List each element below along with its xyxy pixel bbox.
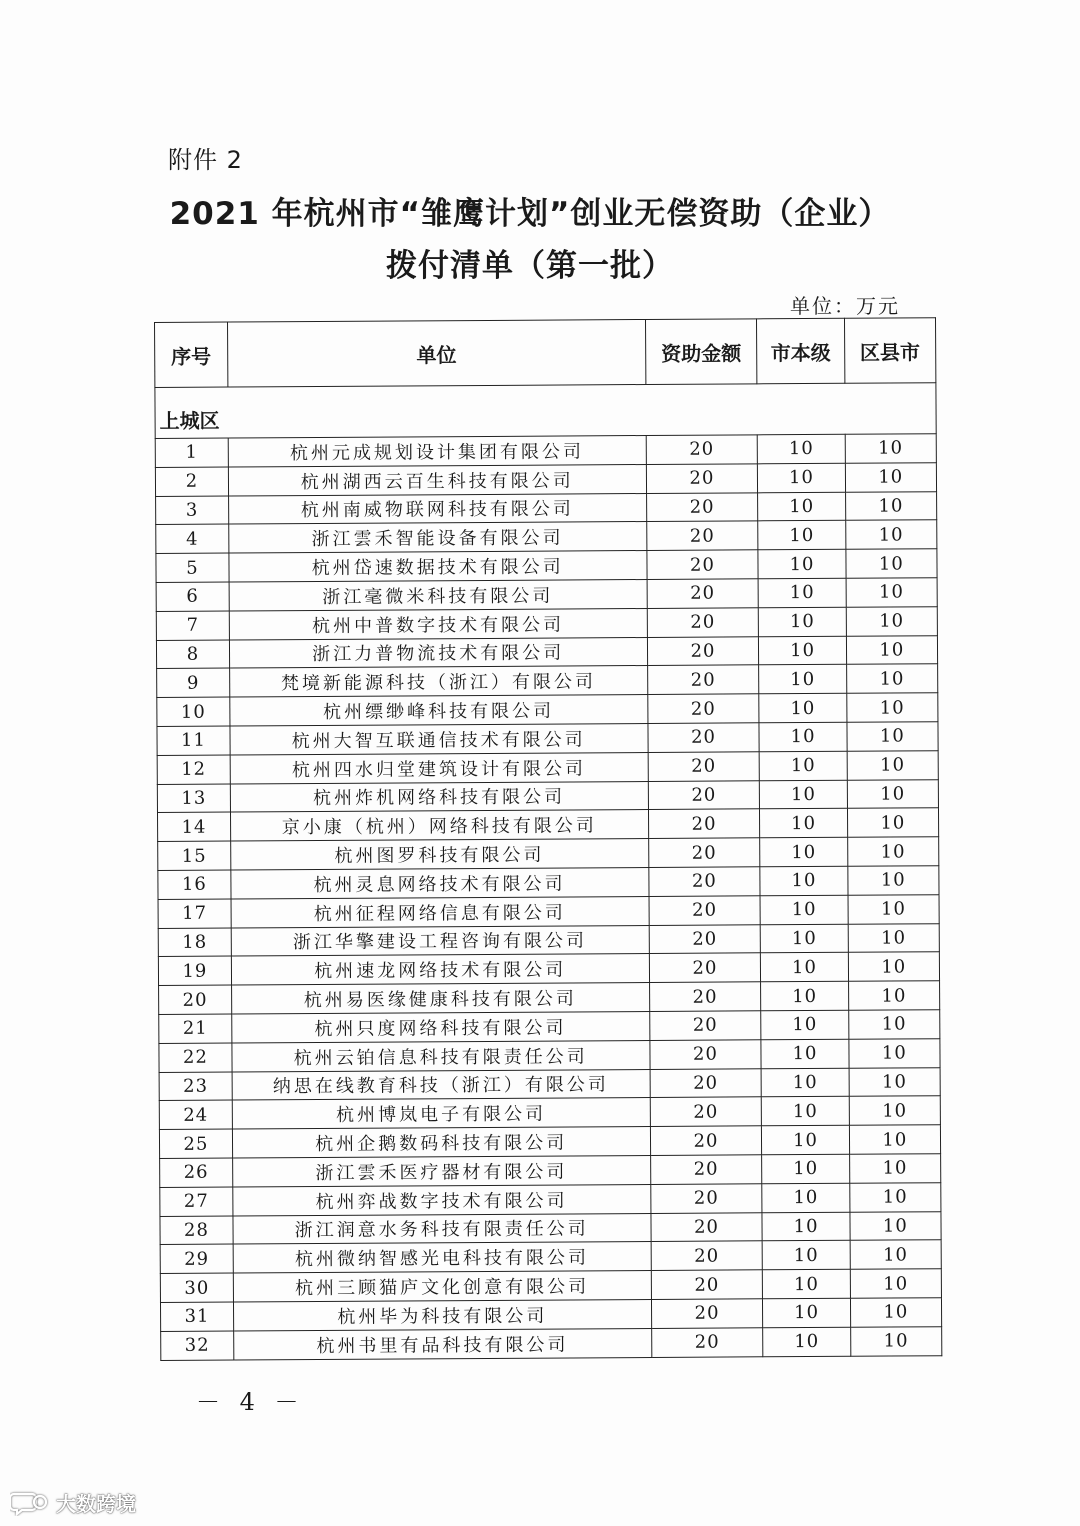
row-no: 19: [158, 956, 231, 985]
row-no: 6: [156, 582, 229, 611]
row-district-amount: 10: [848, 923, 940, 952]
row-amount: 20: [647, 636, 759, 665]
row-city-amount: 10: [762, 1125, 849, 1154]
district-row: [155, 383, 936, 439]
row-amount: 20: [647, 665, 759, 694]
row-no: 16: [158, 870, 231, 899]
table-header-row: [155, 318, 936, 388]
row-no: 10: [157, 697, 230, 726]
row-city-amount: 10: [760, 895, 847, 924]
row-company-name: 杭州企鹅数码科技有限公司: [232, 1127, 650, 1158]
row-district-amount: 10: [846, 635, 938, 664]
row-no: 29: [160, 1244, 233, 1273]
row-amount: 20: [650, 1126, 762, 1155]
row-city-amount: 10: [759, 607, 846, 636]
row-amount: 20: [646, 521, 758, 550]
row-no: 13: [157, 784, 230, 813]
row-company-name: 浙江润意水务科技有限责任公司: [233, 1213, 651, 1244]
attachment-label: 附件 2: [168, 146, 243, 174]
row-no: 3: [156, 496, 229, 525]
row-company-name: 杭州征程网络信息有限公司: [231, 896, 649, 927]
row-company-name: 浙江华擎建设工程咨询有限公司: [231, 925, 649, 956]
row-no: 32: [161, 1331, 234, 1360]
row-amount: 20: [648, 867, 760, 896]
row-district-amount: 10: [849, 1067, 941, 1096]
page-number: － 4 －: [196, 1388, 305, 1416]
row-no: 8: [156, 640, 229, 669]
row-amount: 20: [648, 838, 760, 867]
row-district-amount: 10: [848, 952, 940, 981]
row-district-amount: 10: [850, 1326, 942, 1355]
row-city-amount: 10: [761, 1039, 848, 1068]
row-company-name: 杭州三顾猫庐文化创意有限公司: [233, 1271, 651, 1302]
row-amount: 20: [649, 1040, 761, 1069]
row-company-name: 杭州南威物联网科技有限公司: [228, 493, 646, 524]
row-district-amount: 10: [850, 1211, 942, 1240]
row-company-name: 杭州易医缘健康科技有限公司: [231, 983, 649, 1014]
row-amount: 20: [649, 924, 761, 953]
row-amount: 20: [650, 1184, 762, 1213]
row-city-amount: 10: [762, 1097, 849, 1126]
row-city-amount: 10: [760, 866, 847, 895]
row-no: 27: [160, 1187, 233, 1216]
row-company-name: 杭州中普数字技术有限公司: [229, 608, 647, 639]
row-city-amount: 10: [763, 1269, 850, 1298]
row-city-amount: 10: [762, 1154, 849, 1183]
column-header-no: 序号: [155, 322, 228, 387]
row-amount: 20: [648, 752, 760, 781]
row-district-amount: 10: [849, 1125, 941, 1154]
row-district-amount: 10: [846, 664, 938, 693]
row-company-name: 杭州大智互联通信技术有限公司: [230, 723, 648, 754]
row-no: 5: [156, 553, 229, 582]
row-no: 26: [160, 1158, 233, 1187]
row-district-amount: 10: [847, 866, 939, 895]
row-amount: 20: [647, 694, 759, 723]
row-amount: 20: [646, 464, 758, 493]
row-no: 14: [157, 812, 230, 841]
row-district-amount: 10: [847, 750, 939, 779]
row-district-amount: 10: [847, 808, 939, 837]
funding-table: [154, 317, 942, 1360]
row-amount: 20: [648, 723, 760, 752]
row-company-name: 京小康（杭州）网络科技有限公司: [230, 810, 648, 841]
row-city-amount: 10: [759, 665, 846, 694]
watermark-text: 大数跨境: [56, 1492, 136, 1516]
row-district-amount: 10: [849, 1096, 941, 1125]
column-header-amount: 资助金额: [645, 319, 757, 385]
row-district-amount: 10: [849, 1182, 941, 1211]
table-body: [155, 383, 942, 1360]
watermark: [10, 1488, 136, 1517]
row-no: 28: [160, 1216, 233, 1245]
row-district-amount: 10: [846, 607, 938, 636]
row-city-amount: 10: [758, 463, 845, 492]
row-amount: 20: [651, 1241, 763, 1270]
row-city-amount: 10: [759, 636, 846, 665]
column-header-name: 单位: [227, 320, 645, 388]
row-company-name: 杭州湖西云百生科技有限公司: [228, 464, 646, 495]
row-company-name: 杭州岱速数据技术有限公司: [229, 551, 647, 582]
row-company-name: 杭州书里有品科技有限公司: [234, 1328, 652, 1359]
row-no: 22: [159, 1043, 232, 1072]
row-no: 17: [158, 899, 231, 928]
row-amount: 20: [649, 982, 761, 1011]
row-no: 24: [159, 1100, 232, 1129]
row-company-name: 杭州炸机网络科技有限公司: [230, 781, 648, 812]
row-city-amount: 10: [758, 549, 845, 578]
row-district-amount: 10: [845, 491, 937, 520]
table-row: [161, 1326, 942, 1360]
row-amount: 20: [649, 1011, 761, 1040]
row-company-name: 纳思在线教育科技（浙江）有限公司: [232, 1069, 650, 1100]
row-company-name: 杭州只度网络科技有限公司: [232, 1011, 650, 1042]
row-no: 31: [160, 1302, 233, 1331]
row-amount: 20: [651, 1328, 763, 1357]
row-company-name: 浙江雲禾智能设备有限公司: [229, 522, 647, 553]
row-city-amount: 10: [761, 981, 848, 1010]
row-amount: 20: [650, 1068, 762, 1097]
row-no: 9: [157, 668, 230, 697]
row-no: 1: [155, 438, 228, 467]
column-header-city: 市本级: [757, 318, 845, 384]
row-no: 4: [156, 524, 229, 553]
row-no: 2: [155, 467, 228, 496]
row-district-amount: 10: [845, 434, 937, 463]
row-amount: 20: [650, 1212, 762, 1241]
row-city-amount: 10: [761, 1010, 848, 1039]
row-city-amount: 10: [759, 693, 846, 722]
row-city-amount: 10: [759, 722, 846, 751]
row-company-name: 杭州缥缈峰科技有限公司: [230, 695, 648, 726]
row-district-amount: 10: [850, 1269, 942, 1298]
row-district-amount: 10: [850, 1298, 942, 1327]
row-amount: 20: [646, 492, 758, 521]
row-city-amount: 10: [761, 953, 848, 982]
row-company-name: 浙江力普物流技术有限公司: [229, 637, 647, 668]
row-amount: 20: [649, 896, 761, 925]
row-city-amount: 10: [763, 1241, 850, 1270]
row-city-amount: 10: [758, 578, 845, 607]
row-company-name: 杭州图罗科技有限公司: [231, 839, 649, 870]
row-district-amount: 10: [847, 837, 939, 866]
row-no: 12: [157, 755, 230, 784]
row-company-name: 浙江雲禾医疗器材有限公司: [232, 1155, 650, 1186]
row-no: 11: [157, 726, 230, 755]
row-no: 18: [158, 928, 231, 957]
row-company-name: 杭州四水归堂建筑设计有限公司: [230, 752, 648, 783]
row-no: 21: [159, 1014, 232, 1043]
row-company-name: 杭州速龙网络技术有限公司: [231, 954, 649, 985]
row-company-name: 杭州博岚电子有限公司: [232, 1098, 650, 1129]
row-no: 15: [158, 841, 231, 870]
row-district-amount: 10: [847, 722, 939, 751]
row-district-amount: 10: [845, 463, 937, 492]
row-city-amount: 10: [763, 1298, 850, 1327]
row-amount: 20: [650, 1155, 762, 1184]
row-no: 23: [159, 1072, 232, 1101]
row-no: 20: [159, 985, 232, 1014]
row-district-amount: 10: [850, 1240, 942, 1269]
row-city-amount: 10: [758, 434, 845, 463]
row-amount: 20: [648, 809, 760, 838]
row-district-amount: 10: [846, 693, 938, 722]
row-city-amount: 10: [758, 521, 845, 550]
row-company-name: 杭州灵息网络技术有限公司: [231, 867, 649, 898]
row-city-amount: 10: [760, 809, 847, 838]
row-district-amount: 10: [848, 981, 940, 1010]
row-district-amount: 10: [849, 1038, 941, 1067]
row-city-amount: 10: [760, 751, 847, 780]
document-title-line2: 拨付清单（第一批）: [386, 248, 674, 284]
column-header-district: 区县市: [844, 318, 936, 384]
row-company-name: 梵境新能源科技（浙江）有限公司: [229, 666, 647, 697]
row-amount: 20: [647, 608, 759, 637]
district-name: 上城区: [155, 383, 936, 439]
row-no: 30: [160, 1273, 233, 1302]
row-amount: 20: [646, 550, 758, 579]
row-amount: 20: [648, 780, 760, 809]
row-no: 7: [156, 611, 229, 640]
row-district-amount: 10: [847, 779, 939, 808]
row-district-amount: 10: [849, 1154, 941, 1183]
chat-bubble-logo-icon: [10, 1490, 50, 1516]
row-amount: 20: [650, 1097, 762, 1126]
row-no: 25: [159, 1129, 232, 1158]
row-amount: 20: [646, 435, 758, 464]
row-city-amount: 10: [763, 1327, 850, 1356]
unit-label: 单位：万元: [790, 294, 900, 318]
row-company-name: 杭州毕为科技有限公司: [233, 1299, 651, 1330]
row-company-name: 浙江毫微米科技有限公司: [229, 579, 647, 610]
document-title-line1: 2021 年杭州市“雏鹰计划”创业无偿资助（企业）: [169, 196, 891, 232]
row-amount: 20: [651, 1299, 763, 1328]
row-district-amount: 10: [846, 549, 938, 578]
row-company-name: 杭州元成规划设计集团有限公司: [228, 435, 646, 466]
row-amount: 20: [647, 579, 759, 608]
row-company-name: 杭州微纳智感光电科技有限公司: [233, 1242, 651, 1273]
row-city-amount: 10: [758, 492, 845, 521]
row-amount: 20: [651, 1270, 763, 1299]
row-company-name: 杭州云铂信息科技有限责任公司: [232, 1040, 650, 1071]
row-city-amount: 10: [760, 780, 847, 809]
row-city-amount: 10: [760, 837, 847, 866]
row-amount: 20: [649, 953, 761, 982]
row-city-amount: 10: [761, 1068, 848, 1097]
row-district-amount: 10: [848, 894, 940, 923]
row-district-amount: 10: [845, 520, 937, 549]
row-district-amount: 10: [848, 1010, 940, 1039]
row-city-amount: 10: [761, 924, 848, 953]
row-district-amount: 10: [846, 578, 938, 607]
row-city-amount: 10: [762, 1183, 849, 1212]
row-company-name: 杭州弈战数字技术有限公司: [233, 1184, 651, 1215]
row-city-amount: 10: [762, 1212, 849, 1241]
